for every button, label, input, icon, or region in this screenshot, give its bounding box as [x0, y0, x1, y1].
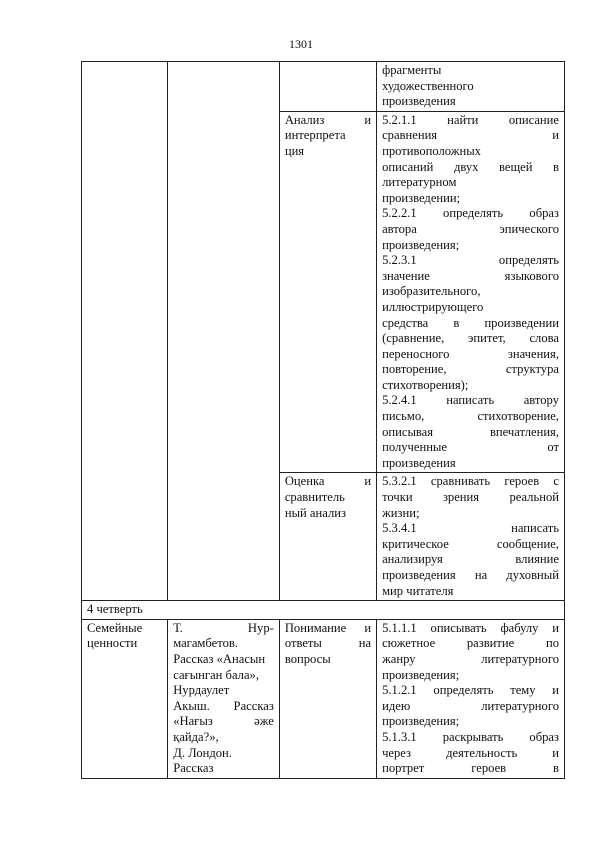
cell-text-line: Д. Лондон. [173, 745, 232, 760]
cell-text-line: Понимание и [284, 620, 372, 635]
cell-text-line: вопросы [284, 651, 331, 666]
cell-text-line: письмо, стихотворение, [382, 409, 559, 424]
cell-text-line: ный анализ [284, 505, 346, 520]
cell-text-line: через деятельность и [382, 745, 559, 760]
cell-text-line: анализируя влияние [382, 552, 559, 567]
table-cell-texts [168, 62, 280, 601]
cell-text-line: произведения [382, 94, 456, 109]
cell-text-line: Акыш. Рассказ [173, 698, 274, 713]
cell-text-line: қайда?», [173, 729, 219, 744]
cell-text-line: описывая впечатления, [382, 424, 559, 439]
table-cell-section [82, 619, 168, 778]
cell-text-line: полученные от [382, 440, 559, 455]
table-cell-objectives [377, 473, 565, 601]
cell-text-line: ценности [87, 636, 138, 651]
cell-text-line: изобразительного, [382, 284, 481, 299]
cell-text-line: описаний двух вещей в [382, 159, 559, 174]
cell-text-line: повторение, структура [382, 362, 559, 377]
cell-text-line: иллюстрирующего [382, 299, 484, 314]
table-cell-skill [279, 111, 376, 473]
cell-text-line: произведении; [382, 190, 461, 205]
cell-text-line: 5.2.3.1 определять [382, 253, 559, 268]
cell-text-line: фрагменты [382, 63, 442, 77]
cell-text-line: литературном [382, 175, 457, 190]
cell-text-line: идею литературного [382, 698, 559, 713]
table-cell-objectives [377, 619, 565, 778]
cell-text-line: сюжетное развитие по [382, 636, 559, 651]
cell-text-line: Рассказ «Анасын [173, 651, 266, 666]
cell-text-line: (сравнение, эпитет, слова [382, 331, 559, 346]
cell-text-line: мир читателя [382, 583, 454, 598]
cell-text-line: стихотворения); [382, 377, 469, 392]
cell-text-line: Анализ и [284, 112, 372, 127]
cell-text-line: магамбетов. [173, 636, 238, 651]
cell-text-line: Нурдаулет [173, 683, 230, 698]
cell-text-line: 5.3.4.1 написать [382, 521, 559, 536]
cell-text-line: жанру литературного [382, 651, 559, 666]
table-cell-skill [279, 619, 376, 778]
cell-text-line: сравнитель [284, 490, 345, 505]
cell-text-line: 5.2.4.1 написать автору [382, 393, 559, 408]
cell-text-line: 5.2.1.1 найти описание [382, 112, 559, 127]
cell-text-line: значение языкового [382, 268, 559, 283]
cell-text-line: сравнения и [382, 128, 559, 143]
cell-text-line: противоположных [382, 143, 481, 158]
cell-text-line: сағынган бала», [173, 667, 259, 682]
cell-text-line: произведения; [382, 714, 460, 729]
table-cell-objectives [377, 111, 565, 473]
table-row-quarter [82, 601, 565, 620]
cell-text-line: средства в произведении [382, 315, 559, 330]
cell-text-line: произведения; [382, 237, 460, 252]
page-number: 1301 [289, 37, 313, 51]
table-cell-objectives [377, 62, 565, 112]
table-cell-texts [168, 619, 280, 778]
cell-text-line: Оценка и [284, 474, 372, 489]
curriculum-table [81, 61, 565, 779]
cell-text-line: точки зрения реальной [382, 490, 559, 505]
cell-text-line: автора эпического [382, 221, 559, 236]
cell-text-line: критическое сообщение, [382, 536, 559, 551]
cell-text-line: переносного значения, [382, 346, 559, 361]
cell-text-line: произведения; [382, 667, 460, 682]
table-cell-skill [279, 473, 376, 601]
cell-text-line: 5.3.2.1 сравнивать героев с [382, 474, 559, 489]
table-row [82, 619, 565, 778]
table-row [82, 62, 565, 112]
cell-text-line: ответы на [284, 636, 372, 651]
cell-text-line: 5.2.2.1 определять образ [382, 206, 559, 221]
cell-text-line: Рассказ [173, 761, 214, 776]
cell-text-line: произведения на духовный [382, 568, 559, 582]
cell-text-line: 5.1.3.1 раскрывать образ [382, 729, 559, 744]
cell-text-line: Семейные [87, 620, 143, 635]
cell-text-line: произведения [382, 455, 456, 470]
cell-text-line: Т. Нур- [173, 620, 274, 635]
cell-text-line: портрет героев в [382, 761, 559, 776]
cell-text-line: художественного [382, 78, 474, 93]
quarter-heading: 4 четверть [82, 601, 565, 620]
cell-text-line: интерпрета [284, 128, 346, 143]
table-cell-skill [279, 62, 376, 112]
cell-text-line: «Нағыз әже [173, 714, 274, 729]
cell-text-line: 5.1.1.1 описывать фабулу и [382, 620, 559, 635]
cell-text-line: жизни; [382, 505, 420, 520]
cell-text-line: ция [284, 143, 305, 158]
table-cell-section [82, 62, 168, 601]
cell-text-line: 5.1.2.1 определять тему и [382, 683, 559, 698]
